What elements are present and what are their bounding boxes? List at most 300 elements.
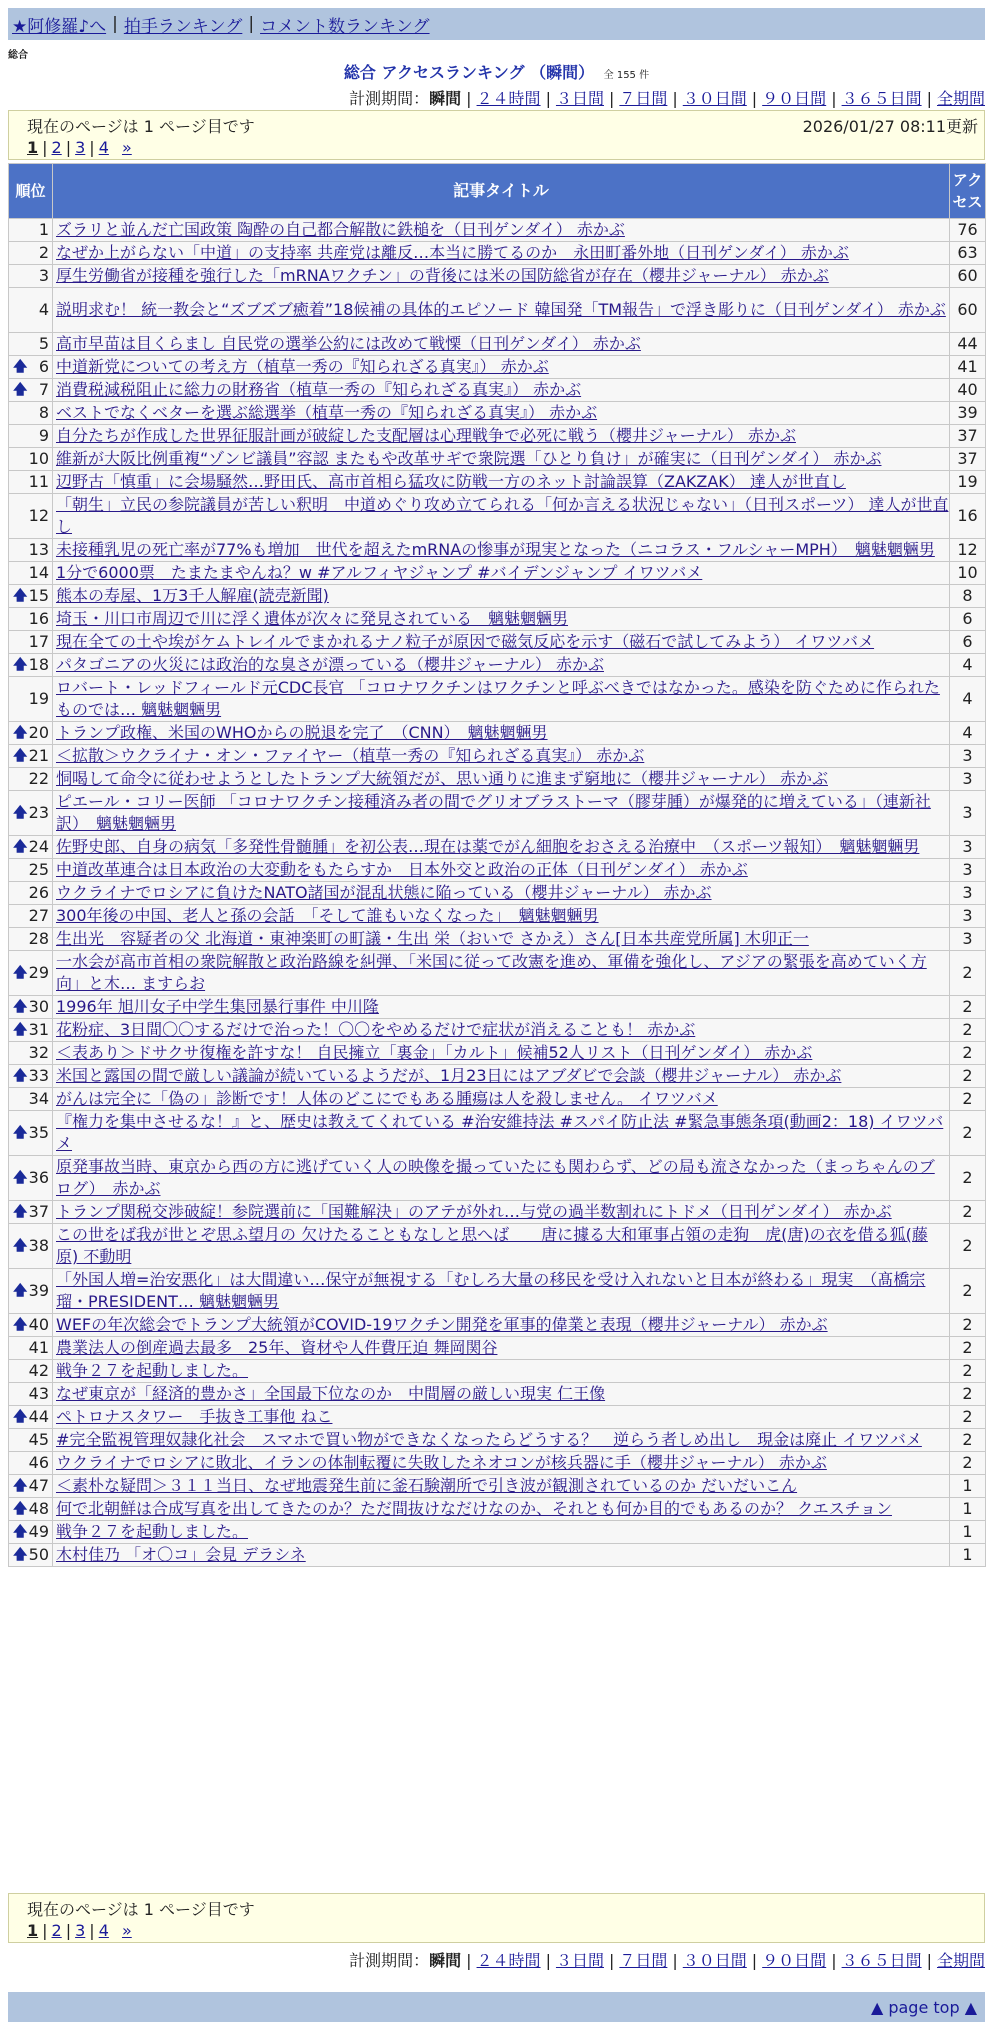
pagination-page-link[interactable]: 4 xyxy=(98,138,109,157)
table-row xyxy=(9,631,986,654)
rank-number: 14 xyxy=(28,563,49,582)
access-count: 4 xyxy=(950,722,986,745)
access-count: 4 xyxy=(950,654,986,677)
page-top-link[interactable]: ▲ page top ▲ xyxy=(870,1998,977,2017)
current-page-text: 現在のページは 1 ページ目です xyxy=(27,1900,255,1919)
rank-cell xyxy=(9,242,53,265)
title-cell xyxy=(53,585,950,608)
rank-number: 37 xyxy=(28,1202,49,1221)
access-count: 12 xyxy=(950,539,986,562)
rank-number: 20 xyxy=(28,723,49,742)
pagination-page-link[interactable]: 2 xyxy=(51,1921,62,1940)
rank-number: 26 xyxy=(28,883,49,902)
rank-number: 44 xyxy=(28,1407,49,1426)
title-cell xyxy=(53,654,950,677)
nav-separator: | xyxy=(248,14,255,34)
table-row xyxy=(9,1544,986,1567)
rank-cell xyxy=(9,1156,53,1201)
rank-cell xyxy=(9,768,53,791)
up-arrow-icon: 🡅 xyxy=(13,748,28,764)
access-count: 2 xyxy=(950,1156,986,1201)
article-link[interactable]: 戦争２７を起動しました。 xyxy=(56,1361,249,1380)
rank-number: 13 xyxy=(28,540,49,559)
title-cell xyxy=(53,1429,950,1452)
rank-cell xyxy=(9,288,53,333)
title-cell xyxy=(53,448,950,471)
table-row xyxy=(9,1337,986,1360)
period-separator: | xyxy=(608,89,615,108)
article-link[interactable]: WEFの年次総会でトランプ大統領がCOVID-19ワクチン開発を軍事的偉業と表現（櫻井ジャーナル） 赤かぶ xyxy=(56,1315,828,1334)
rank-number: 42 xyxy=(28,1361,49,1380)
pagination xyxy=(27,138,132,157)
period-option-link[interactable]: ３６５日間 xyxy=(841,89,922,108)
access-count: 8 xyxy=(950,585,986,608)
up-arrow-icon: 🡅 xyxy=(13,588,28,604)
rank-cell xyxy=(9,905,53,928)
ranking-table xyxy=(8,163,986,1567)
article-link[interactable]: 1996年 旭川女子中学生集団暴行事件 中川隆 xyxy=(56,997,379,1016)
table-row xyxy=(9,791,986,836)
up-arrow-icon: 🡅 xyxy=(13,1068,28,1084)
period-option-link[interactable]: ２４時間 xyxy=(476,1951,541,1970)
article-link[interactable]: 「朝生」立民の参院議員が苦しい釈明 中道めぐり攻め立てられる「何か言える状況じゃない」（日刊スポーツ） 達人が世直し xyxy=(56,495,949,536)
access-count: 2 xyxy=(950,1088,986,1111)
table-row xyxy=(9,1111,986,1156)
title-cell xyxy=(53,1224,950,1269)
title-cell xyxy=(53,1042,950,1065)
pagination-next-link[interactable]: » xyxy=(121,1921,132,1940)
article-link[interactable]: #完全監視管理奴隷化社会 スマホで買い物ができなくなったらどうする？ 逆らう者しめ出し 現金は廃止 イワツバメ xyxy=(56,1430,922,1449)
rank-cell xyxy=(9,448,53,471)
article-link[interactable]: 米国と露国の間で厳しい議論が続いているようだが、1月23日にはアブダビで会談（櫻井ジャーナル） 赤かぶ xyxy=(56,1066,842,1085)
up-arrow-icon: 🡅 xyxy=(13,359,28,375)
article-link[interactable]: 説明求む！ 統一教会と“ズブズブ癒着”18候補の具体的エピソード 韓国発「TM報告」で浮き彫りに（日刊ゲンダイ） 赤かぶ xyxy=(56,300,946,319)
period-selector-top xyxy=(349,86,985,109)
article-link[interactable]: 一水会が高市首相の衆院解散と政治路線を糾弾、「米国に従って改憲を進め、軍備を強化し、アジアの緊張を高めていく方向」と木… ますらお xyxy=(56,952,927,993)
rank-cell xyxy=(9,1042,53,1065)
rank-cell xyxy=(9,585,53,608)
table-row xyxy=(9,1042,986,1065)
access-count: 37 xyxy=(950,425,986,448)
pagination xyxy=(27,1921,132,1940)
article-link[interactable]: 維新が大阪比例重複“ゾンビ議員”容認 またもや改革サギで衆院選「ひとり負け」が確実に（日刊ゲンダイ） 赤かぶ xyxy=(56,449,882,468)
table-row xyxy=(9,608,986,631)
period-separator: | xyxy=(672,89,678,108)
rank-number: 47 xyxy=(28,1476,49,1495)
article-link[interactable]: ＜拡散＞ウクライナ・オン・ファイヤー（植草一秀の『知られざる真実』） 赤かぶ xyxy=(56,746,645,765)
article-link[interactable]: なぜか上がらない「中道」の支持率 共産党は離反…本当に勝てるのか 永田町番外地（日刊ゲンダイ） 赤かぶ xyxy=(56,243,849,262)
table-row xyxy=(9,539,986,562)
article-link[interactable]: 熊本の寿屋、1万3千人解雇(読売新聞) xyxy=(56,586,329,605)
title-cell xyxy=(53,494,950,539)
rank-cell xyxy=(9,1088,53,1111)
table-row xyxy=(9,356,986,379)
period-separator: | xyxy=(545,89,551,108)
rank-number: 5 xyxy=(38,334,49,353)
article-link[interactable]: パタゴニアの火災には政治的な臭さが漂っている（櫻井ジャーナル） 赤かぶ xyxy=(56,655,604,674)
rank-number: 25 xyxy=(28,860,49,879)
title-cell xyxy=(53,928,950,951)
rank-number: 11 xyxy=(28,472,49,491)
table-row xyxy=(9,379,986,402)
title-cell xyxy=(53,242,950,265)
pagination-current: 1 xyxy=(27,1921,39,1940)
rank-number: 34 xyxy=(28,1089,49,1108)
access-count: 3 xyxy=(950,905,986,928)
rank-number: 24 xyxy=(28,837,49,856)
table-row xyxy=(9,242,986,265)
article-link[interactable]: なぜ東京が「経済的豊かさ」全国最下位なのか 中間層の厳しい現実 仁王像 xyxy=(56,1384,606,1403)
rank-cell xyxy=(9,356,53,379)
period-current: 瞬間 xyxy=(429,89,462,108)
access-count: 2 xyxy=(950,1111,986,1156)
article-link[interactable]: 原発事故当時、東京から西の方に逃げていく人の映像を撮っていたにも関わらず、どの局も流さなかった（まっちゃんのブログ） 赤かぶ xyxy=(56,1157,935,1198)
period-option-link[interactable]: ２４時間 xyxy=(476,89,541,108)
home-link[interactable]: ★阿修羅♪へ xyxy=(12,16,107,37)
access-count: 19 xyxy=(950,471,986,494)
access-count: 40 xyxy=(950,379,986,402)
table-row xyxy=(9,1498,986,1521)
article-link[interactable]: 辺野古「慎重」に会場騒然…野田氏、高市首相ら猛攻に防戦一方のネット討論誤算（ZAKZAK） 達人が世直し xyxy=(56,472,846,491)
rank-cell xyxy=(9,379,53,402)
article-link[interactable]: ロバート・レッドフィールド元CDC長官 「コロナワクチンはワクチンと呼ぶべきではなかった。感染を防ぐために作られたものでは… 魑魅魍魎男 xyxy=(56,678,940,719)
rank-number: 10 xyxy=(28,449,49,468)
table-row xyxy=(9,448,986,471)
pagination-page-link[interactable]: 3 xyxy=(75,1921,86,1940)
clap-ranking-link[interactable]: 拍手ランキング xyxy=(123,16,243,37)
article-link[interactable]: ウクライナでロシアに負けたNATO諸国が混乱状態に陥っている（櫻井ジャーナル） 赤かぶ xyxy=(56,883,712,902)
access-count: 3 xyxy=(950,928,986,951)
updated-timestamp: 2026/01/27 08:11更新 xyxy=(802,117,978,136)
rank-number: 50 xyxy=(28,1545,49,1564)
rank-cell xyxy=(9,951,53,996)
period-separator: | xyxy=(831,1951,837,1970)
article-link[interactable]: 「外国人増=治安悪化」は大間違い…保守が無視する「むしろ大量の移民を受け入れないと日本が終わる」現実 （髙橋宗瑠・PRESIDENT… 魑魅魍魎男 xyxy=(56,1270,926,1311)
up-arrow-icon: 🡅 xyxy=(13,1547,28,1563)
rank-cell xyxy=(9,1521,53,1544)
access-count: 60 xyxy=(950,265,986,288)
access-count: 4 xyxy=(950,677,986,722)
period-separator: | xyxy=(466,89,472,108)
table-row xyxy=(9,882,986,905)
article-link[interactable]: 中道新党についての考え方（植草一秀の『知られざる真実』） 赤かぶ xyxy=(56,357,549,376)
article-link[interactable]: 『権力を集中させるな！』と、歴史は教えてくれている #治安維持法 #スパイ防止法 #緊急事態条項(動画2：18) イワツバメ xyxy=(56,1112,944,1153)
title-cell xyxy=(53,951,950,996)
access-count: 44 xyxy=(950,333,986,356)
access-count: 63 xyxy=(950,242,986,265)
pagination-next-link[interactable]: » xyxy=(121,138,132,157)
period-current: 瞬間 xyxy=(429,1951,462,1970)
table-row xyxy=(9,677,986,722)
title-cell xyxy=(53,562,950,585)
title-cell xyxy=(53,1269,950,1314)
up-arrow-icon: 🡅 xyxy=(13,1317,28,1333)
article-link[interactable]: がんは完全に「偽の」診断です！人体のどこにでもある腫瘍は人を殺しません。 イワツバメ xyxy=(56,1089,718,1108)
rank-cell xyxy=(9,1269,53,1314)
period-option-link[interactable]: ９０日間 xyxy=(762,89,827,108)
period-separator: | xyxy=(608,1951,615,1970)
rank-number: 17 xyxy=(28,632,49,651)
title-cell xyxy=(53,333,950,356)
rank-cell xyxy=(9,333,53,356)
article-link[interactable]: 佐野史郎、自身の病気「多発性骨髄腫」を初公表…現在は薬でがん細胞をおさえる治療中 （スポーツ報知） 魑魅魍魎男 xyxy=(56,837,920,856)
column-header-rank: 順位 xyxy=(9,164,53,219)
period-option-link[interactable]: 全期間 xyxy=(936,89,985,108)
rank-cell xyxy=(9,425,53,448)
title-cell xyxy=(53,1314,950,1337)
rank-number: 22 xyxy=(28,769,49,788)
table-row xyxy=(9,1201,986,1224)
access-count: 2 xyxy=(950,1337,986,1360)
period-option-link[interactable]: ７日間 xyxy=(619,1951,668,1970)
access-count: 41 xyxy=(950,356,986,379)
rank-number: 38 xyxy=(28,1236,49,1255)
rank-number: 33 xyxy=(28,1066,49,1085)
period-option-link[interactable]: ３日間 xyxy=(555,89,604,108)
up-arrow-icon: 🡅 xyxy=(13,1022,28,1038)
period-separator: | xyxy=(751,1951,758,1970)
access-count: 3 xyxy=(950,768,986,791)
access-count: 3 xyxy=(950,745,986,768)
article-link[interactable]: ピエール・コリー医師 「コロナワクチン接種済み者の間でグリオブラストーマ（膠芽腫）が爆発的に増えている」（連新社訳） 魑魅魍魎男 xyxy=(56,792,931,833)
article-link[interactable]: 300年後の中国、老人と孫の会話 「そして誰もいなくなった」 魑魅魍魎男 xyxy=(56,906,599,925)
table-row xyxy=(9,836,986,859)
table-row xyxy=(9,1406,986,1429)
title-cell xyxy=(53,1498,950,1521)
article-link[interactable]: ズラリと並んだ亡国政策 陶酔の自己都合解散に鉄槌を（日刊ゲンダイ） 赤かぶ xyxy=(56,220,625,239)
access-count: 1 xyxy=(950,1475,986,1498)
rank-number: 2 xyxy=(38,243,49,262)
rank-cell xyxy=(9,1544,53,1567)
rank-cell xyxy=(9,562,53,585)
access-count: 3 xyxy=(950,859,986,882)
rank-cell xyxy=(9,882,53,905)
rank-number: 32 xyxy=(28,1043,49,1062)
table-header-row xyxy=(9,164,986,219)
period-separator: | xyxy=(751,89,758,108)
article-link[interactable]: 未接種乳児の死亡率が77%も増加 世代を超えたmRNAの惨事が現実となった（ニコラス・フルシャーMPH） 魑魅魍魎男 xyxy=(56,540,935,559)
period-separator: | xyxy=(672,1951,678,1970)
table-row xyxy=(9,1224,986,1269)
article-link[interactable]: 生出光 容疑者の父 北海道・東神楽町の町議・生出 栄（おいで さかえ）さん[日本共産党所属] 木卯正一 xyxy=(56,929,809,948)
up-arrow-icon: 🡅 xyxy=(13,805,28,821)
table-row xyxy=(9,768,986,791)
article-link[interactable]: 1分で6000票 たまたまやんね？w #アルフィヤジャンプ #バイデンジャンプ イワツバメ xyxy=(56,563,703,582)
table-row xyxy=(9,859,986,882)
rank-number: 7 xyxy=(38,380,49,399)
title-cell xyxy=(53,1337,950,1360)
up-arrow-icon: 🡅 xyxy=(13,382,28,398)
table-row xyxy=(9,1088,986,1111)
comment-ranking-link[interactable]: コメント数ランキング xyxy=(260,16,430,37)
rank-number: 35 xyxy=(28,1123,49,1142)
title-cell xyxy=(53,905,950,928)
rank-number: 19 xyxy=(28,689,49,708)
access-count: 10 xyxy=(950,562,986,585)
access-count: 16 xyxy=(950,494,986,539)
table-row xyxy=(9,1314,986,1337)
article-link[interactable]: 恫喝して命令に従わせようとしたトランプ大統領だが、思い通りに進まず窮地に（櫻井ジャーナル） 赤かぶ xyxy=(56,769,828,788)
table-row xyxy=(9,1269,986,1314)
period-separator: | xyxy=(831,89,837,108)
up-arrow-icon: 🡅 xyxy=(13,1501,28,1517)
pagination-page-link[interactable]: 3 xyxy=(75,138,86,157)
access-count: 6 xyxy=(950,631,986,654)
table-row xyxy=(9,654,986,677)
title-cell xyxy=(53,1201,950,1224)
pagination-page-link[interactable]: 4 xyxy=(98,1921,109,1940)
rank-number: 28 xyxy=(28,929,49,948)
access-count: 3 xyxy=(950,791,986,836)
pagination-separator: | xyxy=(42,138,48,157)
rank-number: 4 xyxy=(38,300,49,319)
article-link[interactable]: トランプ関税交渉破綻！参院選前に「国難解決」のアテが外れ…与党の過半数割れにトドメ（日刊ゲンダイ） 赤かぶ xyxy=(56,1202,892,1221)
table-row xyxy=(9,745,986,768)
access-count: 60 xyxy=(950,288,986,333)
top-nav-bar xyxy=(8,8,985,40)
article-link[interactable]: この世をば我が世とぞ思ふ望月の 欠けたることもなしと思へば 唐に據る大和軍事占領の走狗 虎(唐)の衣を借る狐(藤原) 不動明 xyxy=(56,1225,928,1266)
period-option-link[interactable]: ３０日間 xyxy=(682,1951,747,1970)
access-count: 2 xyxy=(950,1383,986,1406)
pagination-separator xyxy=(113,138,118,157)
pagination-separator: | xyxy=(89,1921,95,1940)
page-info-top xyxy=(8,110,985,160)
period-option-link[interactable]: ３６５日間 xyxy=(841,1951,922,1970)
access-count: 2 xyxy=(950,1452,986,1475)
title-cell xyxy=(53,677,950,722)
title-cell xyxy=(53,1156,950,1201)
rank-cell xyxy=(9,1224,53,1269)
article-link[interactable]: 高市早苗は目くらまし 自民党の選挙公約には改めて戦慄（日刊ゲンダイ） 赤かぶ xyxy=(56,334,641,353)
article-link[interactable]: 何で北朝鮮は合成写真を出してきたのか？ただ間抜けなだけなのか、それとも何か目的でもあるのか？ クエスチョン xyxy=(56,1499,892,1518)
article-link[interactable]: 自分たちが作成した世界征服計画が破綻した支配層は心理戦争で必死に戦う（櫻井ジャーナル） 赤かぶ xyxy=(56,426,796,445)
table-row xyxy=(9,928,986,951)
table-row xyxy=(9,494,986,539)
column-header-access: アクセス xyxy=(950,164,986,219)
title-cell xyxy=(53,882,950,905)
table-row xyxy=(9,1019,986,1042)
pagination-separator: | xyxy=(89,138,95,157)
access-count: 1 xyxy=(950,1521,986,1544)
rank-number: 31 xyxy=(28,1020,49,1039)
rank-number: 30 xyxy=(28,997,49,1016)
title-cell xyxy=(53,791,950,836)
article-link[interactable]: 戦争２７を起動しました。 xyxy=(56,1522,249,1541)
table-row xyxy=(9,1383,986,1406)
up-arrow-icon: 🡅 xyxy=(13,1409,28,1425)
title-cell xyxy=(53,379,950,402)
article-link[interactable]: 現在全ての土や埃がケムトレイルでまかれるナノ粒子が原因で磁気反応を示す（磁石で試してみよう） イワツバメ xyxy=(56,632,875,651)
period-option-link[interactable]: ３日間 xyxy=(555,1951,604,1970)
table-row xyxy=(9,905,986,928)
title-cell xyxy=(53,1088,950,1111)
article-link[interactable]: 花粉症、3日間〇〇するだけで治った！〇〇をやめるだけで症状が消えることも！ 赤かぶ xyxy=(56,1020,696,1039)
page-info-bottom xyxy=(8,1893,985,1943)
rank-cell xyxy=(9,654,53,677)
access-count: 2 xyxy=(950,1019,986,1042)
rank-cell xyxy=(9,1314,53,1337)
access-count: 2 xyxy=(950,1042,986,1065)
rank-number: 49 xyxy=(28,1522,49,1541)
access-count: 2 xyxy=(950,1429,986,1452)
article-link[interactable]: ベストでなくベターを選ぶ総選挙（植草一秀の『知られざる真実』） 赤かぶ xyxy=(56,403,598,422)
table-row xyxy=(9,951,986,996)
title-cell xyxy=(53,1111,950,1156)
article-link[interactable]: 中道改革連合は日本政治の大変動をもたらすか 日本外交と政治の正体（日刊ゲンダイ） 赤かぶ xyxy=(56,860,748,879)
up-arrow-icon: 🡅 xyxy=(13,999,28,1015)
rank-cell xyxy=(9,631,53,654)
up-arrow-icon: 🡅 xyxy=(13,1204,28,1220)
rank-cell xyxy=(9,494,53,539)
rank-number: 1 xyxy=(38,220,49,239)
table-row xyxy=(9,1156,986,1201)
rank-number: 43 xyxy=(28,1384,49,1403)
pagination-separator: | xyxy=(65,138,72,157)
access-count: 2 xyxy=(950,1065,986,1088)
article-link[interactable]: ペトロナスタワー 手抜き工事他 ねこ xyxy=(56,1407,333,1426)
access-count: 2 xyxy=(950,1360,986,1383)
rank-cell xyxy=(9,1360,53,1383)
pagination-current: 1 xyxy=(27,138,39,157)
period-separator: | xyxy=(926,89,932,108)
period-separator: | xyxy=(926,1951,932,1970)
article-link[interactable]: ＜素朴な疑問＞３１１当日、なぜ地震発生前に釜石験潮所で引き波が観測されているのか だいだいこん xyxy=(56,1476,798,1495)
article-link[interactable]: 木村佳乃 「オ〇コ」会見 デラシネ xyxy=(56,1545,306,1564)
rank-number: 9 xyxy=(38,426,49,445)
rank-number: 15 xyxy=(28,586,49,605)
title-cell xyxy=(53,996,950,1019)
up-arrow-icon: 🡅 xyxy=(13,1238,28,1254)
period-option-link[interactable]: ７日間 xyxy=(619,89,668,108)
rank-number: 8 xyxy=(38,403,49,422)
period-option-link[interactable]: ９０日間 xyxy=(762,1951,827,1970)
table-row xyxy=(9,1475,986,1498)
period-option-link[interactable]: 全期間 xyxy=(936,1951,985,1970)
rank-number: 39 xyxy=(28,1281,49,1300)
article-link[interactable]: 農業法人の倒産過去最多 25年、資材や人件費圧迫 舞岡関谷 xyxy=(56,1338,498,1357)
article-link[interactable]: 消費税減税阻止に総力の財務省（植草一秀の『知られざる真実』） 赤かぶ xyxy=(56,380,582,399)
rank-cell xyxy=(9,1337,53,1360)
title-cell xyxy=(53,425,950,448)
rank-cell xyxy=(9,745,53,768)
article-link[interactable]: ウクライナでロシアに敗北、イランの体制転覆に失敗したネオコンが核兵器に手（櫻井ジャーナル） 赤かぶ xyxy=(56,1453,827,1472)
table-row xyxy=(9,996,986,1019)
page-title-row xyxy=(0,60,993,83)
period-label: 計測期間： xyxy=(349,1951,430,1970)
title-cell xyxy=(53,836,950,859)
rank-cell xyxy=(9,859,53,882)
period-option-link[interactable]: ３０日間 xyxy=(682,89,747,108)
article-link[interactable]: 厚生労働省が接種を強行した「mRNAワクチン」の背後には米の国防総省が存在（櫻井ジャーナル） 赤かぶ xyxy=(56,266,829,285)
article-link[interactable]: 埼玉・川口市周辺で川に浮く遺体が次々に発見されている 魑魅魍魎男 xyxy=(56,609,569,628)
rank-cell xyxy=(9,1065,53,1088)
access-count: 2 xyxy=(950,1269,986,1314)
rank-cell xyxy=(9,1201,53,1224)
table-row xyxy=(9,1360,986,1383)
up-arrow-icon: 🡅 xyxy=(13,1524,28,1540)
rank-number: 46 xyxy=(28,1453,49,1472)
article-link[interactable]: トランプ政権、米国のWHOからの脱退を完了 （CNN） 魑魅魍魎男 xyxy=(56,723,548,742)
article-link[interactable]: ＜表あり＞ドサクサ復権を許すな！ 自民擁立「裏金」「カルト」候補52人リスト（日刊ゲンダイ） 赤かぶ xyxy=(56,1043,813,1062)
title-cell xyxy=(53,768,950,791)
period-separator: | xyxy=(466,1951,472,1970)
rank-cell xyxy=(9,219,53,242)
period-label: 計測期間： xyxy=(349,89,430,108)
pagination-page-link[interactable]: 2 xyxy=(51,138,62,157)
up-arrow-icon: 🡅 xyxy=(13,725,28,741)
rank-cell xyxy=(9,1498,53,1521)
access-count: 2 xyxy=(950,996,986,1019)
